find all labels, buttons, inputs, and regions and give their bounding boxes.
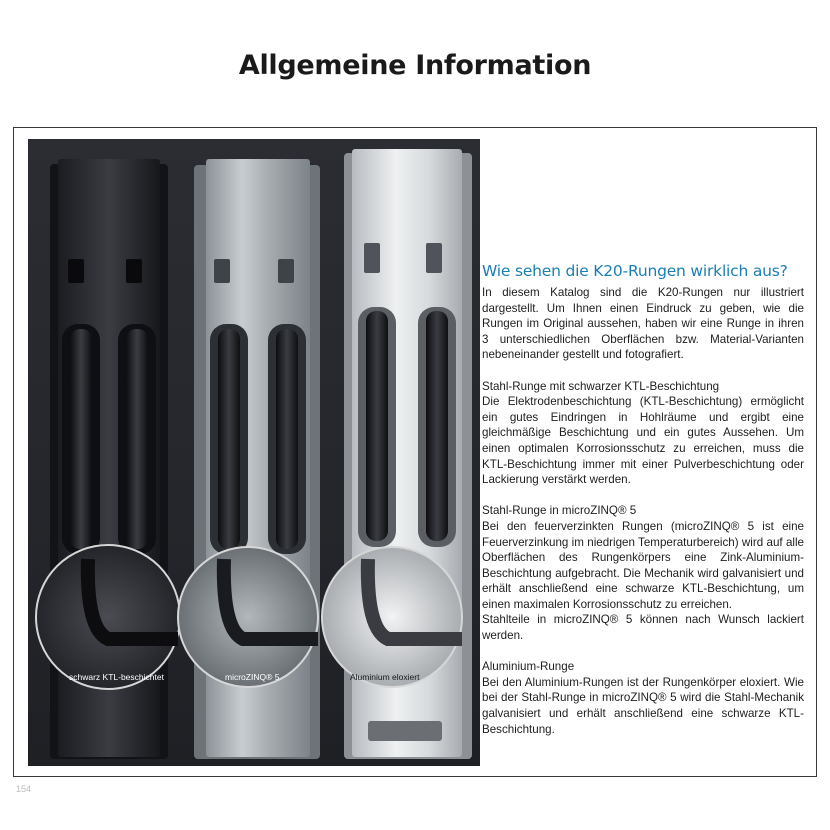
zoom-label-zinc: microZINQ® 5: [225, 672, 280, 682]
section-aluminium: [482, 659, 804, 737]
section-aluminium-body: Bei den Aluminium-Rungen ist der Rungenkörper eloxiert. Wie bei der Stahl-Runge in microZINQ® 5 wird die Stahl-Mechanik galvanisiert und erhält anschließend eine schwarze KTL-Beschichtung.: [482, 675, 804, 736]
page-number: 154: [16, 784, 32, 794]
section-ktl: [482, 379, 804, 488]
section-aluminium-subheading: Aluminium-Runge: [482, 660, 575, 674]
section-microzinq: [482, 503, 804, 643]
section-microzinq-body2: Stahlteile in microZINQ® 5 können nach Wunsch lackiert werden.: [482, 613, 804, 643]
content-frame: [13, 127, 817, 777]
zoom-circle-aluminium: [322, 547, 462, 687]
zoom-circle-black: [36, 545, 180, 689]
zoom-circle-zinc: [178, 547, 318, 687]
zoom-label-aluminium: Aluminium eloxiert: [350, 672, 420, 682]
article-heading: Wie sehen die K20-Rungen wirklich aus?: [482, 262, 788, 280]
page-title: Allgemeine Information: [238, 50, 592, 81]
section-microzinq-subheading: Stahl-Runge in microZINQ® 5: [482, 504, 637, 518]
product-photo: [28, 139, 480, 766]
section-ktl-body: Die Elektrodenbeschichtung (KTL-Beschichtung) ermöglicht ein gutes Eindringen in Hohlräume und ergibt eine gleichmäßige Beschichtung und ein gutes Aussehen. Um einen optimalen Korrosionsschutz zu erreichen, muss die KTL-Beschichtung immer mit einer Pulverbeschichtung oder Lackierung verstärkt werden.: [482, 395, 804, 487]
section-microzinq-body: Bei den feuerverzinkten Rungen (microZINQ® 5 ist eine Feuerverzinkung im niedrigen Temperaturbereich) wird auf alle Oberflächen des Rungenkörpers eine Zink-Aluminium-Beschichtung aufgebracht. Die Mechanik wird galvanisiert und erhält anschließend eine schwarze KTL-Beschichtung, um einen maximalen Korrosionsschutz zu erreichen.: [482, 519, 804, 611]
zoom-label-black: schwarz KTL-beschichtet: [69, 672, 164, 682]
article-intro: In diesem Katalog sind die K20-Rungen nur illustriert dargestellt. Um Ihnen einen Eindruck zu geben, wie die Rungen im Original aussehen, haben wir eine Runge in ihren 3 unterschiedlichen Oberflächen bzw. Material-Varianten nebeneinander gestellt und fotografiert.: [482, 286, 804, 362]
article: [482, 261, 804, 753]
section-ktl-subheading: Stahl-Runge mit schwarzer KTL-Beschichtung: [482, 379, 720, 393]
